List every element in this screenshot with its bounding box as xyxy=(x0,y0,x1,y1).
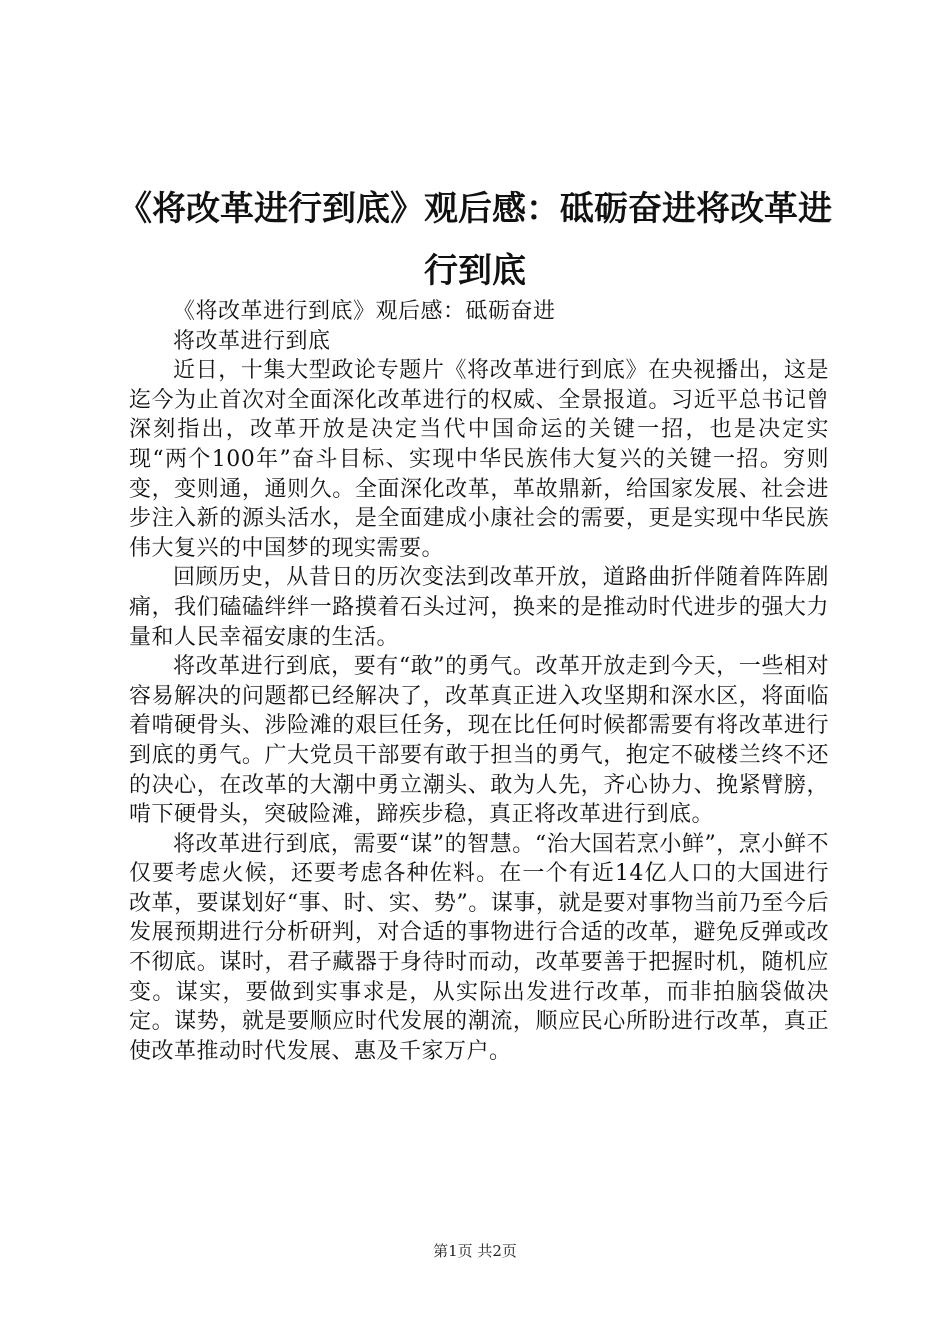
document-body xyxy=(129,297,829,1066)
paragraph: 近日，十集大型政论专题片《将改革进行到底》在央视播出，这是迄今为止首次对全面深化改革进行的权威、全景报道。习近平总书记曾深刻指出，改革开放是决定当代中国命运的关键一招，也是决定实现“两个100年”奋斗目标、实现中华民族伟大复兴的关键一招。穷则变，变则通，通则久。全面深化改革，革故鼎新，给国家发展、社会进步注入新的源头活水，是全面建成小康社会的需要，更是实现中华民族伟大复兴的中国梦的现实需要。 xyxy=(129,358,829,561)
paragraph: 将改革进行到底，要有“敢”的勇气。改革开放走到今天，一些相对容易解决的问题都已经解决了，改革真正进入攻坚期和深水区，将面临着啃硬骨头、涉险滩的艰巨任务，现在比任何时候都需要有将改革进行到底的勇气。广大党员干部要有敢于担当的勇气，抱定不破楼兰终不还的决心，在改革的大潮中勇立潮头、敢为人先，齐心协力、挽紧臂膀，啃下硬骨头，突破险滩，蹄疾步稳，真正将改革进行到底。 xyxy=(129,654,829,828)
subtitle-line-1: 《将改革进行到底》观后感：砥砺奋进 xyxy=(173,299,556,324)
page-footer: 第1页 共2页 xyxy=(433,1242,517,1260)
document-title: 《将改革进行到底》观后感：砥砺奋进将改革进行到底 xyxy=(118,189,832,291)
subtitle-line-2: 将改革进行到底 xyxy=(173,328,331,354)
paragraph: 将改革进行到底，需要“谋”的智慧。“治大国若烹小鲜”，烹小鲜不仅要考虑火候，还要考虑各种佐料。在一个有近14亿人口的大国进行改革，要谋划好“事、时、实、势”。谋事，就是要对事物当前乃至今后发展预期进行分析研判，对合适的事物进行合适的改革，避免反弹或改不彻底。谋时，君子藏器于身待时而动，改革要善于把握时机，随机应变。谋实，要做到实事求是，从实际出发进行改革，而非拍脑袋做决定。谋势，就是要顺应时代发展的潮流，顺应民心所盼进行改革，真正使改革推动时代发展、惠及千家万户。 xyxy=(129,831,829,1064)
paragraph: 回顾历史，从昔日的历次变法到改革开放，道路曲折伴随着阵阵剧痛，我们磕磕绊绊一路摸着石头过河，换来的是推动时代进步的强大力量和人民幸福安康的生活。 xyxy=(129,565,829,650)
